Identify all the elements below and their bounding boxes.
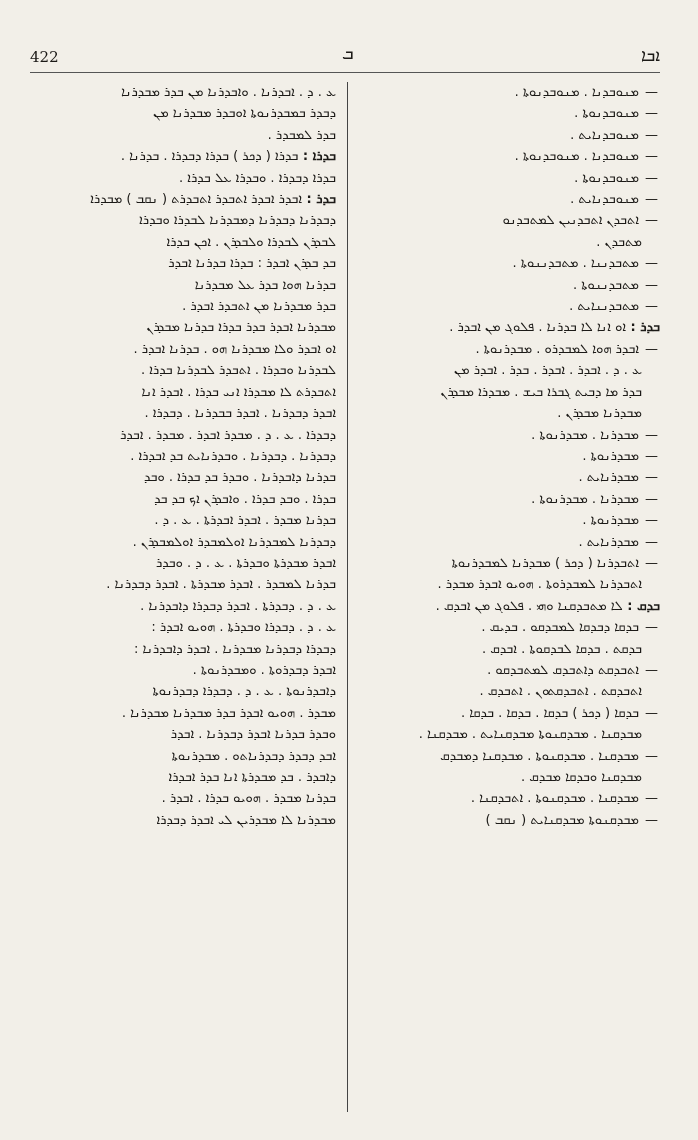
page-header [30, 42, 660, 70]
subentry-dash: — [645, 277, 658, 293]
entry-text: ܡܢܘܒܕܢܐܝܬ . [570, 192, 639, 208]
entry-line [360, 746, 660, 767]
entry-text: ܡܢܘܒܕܢܘܬܐ . [574, 106, 639, 122]
entry-text: ܕܒܕܪܐ . ܥ . ܕ . ܡܒܕܪ ܐܒܕܪ . ܡܒܕܪ . ܐܒܕܪ [120, 427, 336, 443]
entry-text: ܡܬܒܕܢܢܐ . ܡܬܒܕܢܢܘܬܐ . [512, 256, 639, 272]
entry-text: ܕܒܕܪܢܐ . ܕܒܕܪܢܐ . ܘܒܕܪܢܐܝܬ ܒܕ ܐܒܕܪܐ . [130, 448, 336, 464]
entry-line [36, 574, 336, 595]
entry-line [360, 210, 660, 231]
entry-line [36, 446, 336, 467]
subentry-dash: — [645, 448, 658, 464]
entry-text: ܒܕܪܢܐ ܡܒܕܪ . ܗܘܝܘ ܒܕܪܐ . ܐܒܕܪ . [161, 791, 336, 807]
entry-line [360, 103, 660, 124]
entry-line [360, 681, 660, 702]
entry-text: ܕܐܒܕܪܢܘܬܐ . ܥ . ܕ . ܕܒܕܪܐ ܕܒܕܪܢܘܬܐ [152, 684, 336, 700]
entry-line [36, 296, 336, 317]
entry-text: ܐܒܕܪ ܕܒܕܪܢܐ . ܐܒܕܪ ܒܒܕܪܢܐ . ܕܒܕܪܐ . [144, 406, 336, 422]
entry-text: ܐܒܕܪ ܐܒܕܪ ܐܬܒܕܪ ܐܬܒܕܪܬ ( ܢܩܒ ) ܡܒܕܪܐ [90, 192, 303, 208]
entry-line [36, 425, 336, 446]
entry-line [36, 489, 336, 510]
entry-text: ܡܬܒܕܢܢܐܝܬ . [569, 299, 639, 315]
entry-line [360, 232, 660, 253]
subentry-dash: — [645, 192, 658, 208]
entry-text: ܐܘ ܐܢܐ ܠܐ ܒܕܪܢܐ . ܦܠܘܓ ܡܢ ܐܒܕܪ . [449, 320, 627, 336]
entry-text: ܒܕܪܢܐ ܗܘܐ ܒܕܪ ܥܠ ܡܒܕܪܢܐ [194, 277, 336, 293]
entry-text: ܐܒܕ ܕܒܕܪ ܕܒܕܪܢܐܬܘ . ܡܒܕܪܢܘܬܐ [171, 748, 336, 764]
subentry-dash: — [645, 491, 658, 507]
headword: ܒܕܩ : [622, 598, 660, 614]
entry-text: ܕܒܕܪ ܒܡܒܕܪܢܘܬܐ ܐܘܒܕܪ ܡܒܕܪܢܐ ܡܢ [153, 106, 336, 122]
entry-text: ܡܒܕܪܢܐ ܐܒܕܪ ܒܕܪ ܒܕܪܐ ܒܕܪܢܐ ܡܒܕܪܢ [146, 320, 336, 336]
entry-text: ܡܒܕܩܢܐ . ܡܒܕܩܢܘܬܐ . ܐܬܒܕܩܢܐ . [470, 791, 639, 807]
entry-text: ܡܒܕܩܢܐ . ܡܒܕܩܢܘܬܐ ܡܒܕܩܢܐܝܬ . ܡܒܕܩܢܐ . [418, 727, 642, 743]
entry-text: ܐܬܒܕܩܬ . ܐܬܒܕܩܬܘܢ . ܐܬܒܕܩ . [479, 684, 642, 700]
subentry-dash: — [645, 513, 658, 529]
entry-text: ܥ . ܕ . ܐܒܕܪܢܐ . ܘܐܒܕܪܢܐ ܡܢ ܒܕܪ ܡܒܕܪܢܐ [121, 85, 336, 100]
entry-line [36, 210, 336, 231]
running-title: ܐܒܐ [640, 46, 660, 66]
entry-line [360, 532, 660, 553]
entry-text: ܕܒܕܪܐ ܕܒܕܪܢܐ ܡܒܕܪܢܐ . ܐܒܕܪ ܕܐܒܕܪܢܐ : [133, 641, 336, 657]
entry-line [360, 253, 660, 274]
entry-text: ܡܒܕܪܢܐ ܠܐ ܡܒܕܪܝܢ ܠܝ ܐܒܕܪ ܕܒܕܪܐ [156, 812, 336, 828]
subentry-dash: — [645, 170, 658, 186]
entry-text: ܐܬܒܕܢ ܐܬܒܕܢܝܢ ܠܡܬܒܕܢܘ [502, 213, 639, 229]
entry-line [36, 660, 336, 681]
entry-line [36, 617, 336, 638]
left-column [36, 82, 336, 1112]
entry-text: ܕܒܕܪܢܐ ܕܒܕܪܢܐ ܕܡܒܕܪܢܐ ܠܒܕܪܐ ܘܒܕܪܐ [139, 213, 336, 229]
entry-line [360, 446, 660, 467]
entry-text: ܘܒܕܪ ܒܕܪܢܐ ܐܒܕܪ ܕܒܕܪܢܐ . ܐܒܕܪ [170, 727, 336, 743]
entry-line [36, 788, 336, 809]
entry-text: ܒܕ ܒܕܪܢ ܐܒܕܪ : ܒܕܪܐ ܒܕܪܢܐ ܐܒܕܪ [168, 256, 336, 272]
entry-headword-line [360, 596, 660, 617]
entry-text: ܒܕܪܢܐ ܡܒܕܪ . ܐܒܕܪ ܐܒܕܪܬܐ . ܥ . ܕ . [154, 513, 336, 529]
entry-text: ܡܒܕܪܢܘܬܐ . [582, 513, 639, 529]
entry-text: ܐܬܒܕܪܬ ܠܐ ܡܒܕܪܐ ܐܢܝ ܒܕܪܐ . ܐܒܕܪ ܐܢܐ [141, 384, 336, 400]
entry-text: ܒܕܪ ܡܒܕܪܢܐ ܡܢ ܐܬܒܕܪ ܐܒܕܪ . [182, 299, 336, 315]
entry-line [360, 125, 660, 146]
entry-headword-line [36, 189, 336, 210]
subentry-dash: — [645, 748, 658, 764]
entry-line [36, 360, 336, 381]
entry-line [36, 510, 336, 531]
subentry-dash: — [645, 662, 658, 678]
entry-line [360, 339, 660, 360]
subentry-dash: — [645, 299, 658, 315]
entry-line [360, 168, 660, 189]
entry-line [360, 703, 660, 724]
entry-text: ܕܒܕܪܢܐ ܠܡܒܕܪܢܐ ܐܘܠܡܒܕܪ ܐܘܠܡܒܕܪܢ . [132, 534, 336, 550]
entry-line [36, 681, 336, 702]
entry-text: ܐܒܕܪ ܗܘܐ ܠܡܒܕܪܘ . ܡܒܕܪܢܘܬܐ . [475, 341, 639, 357]
entry-line [36, 746, 336, 767]
subentry-dash: — [645, 85, 658, 100]
entry-line [36, 596, 336, 617]
entry-text: ܡܒܕܪܢܐܝܬ . [578, 470, 639, 486]
entry-line [36, 82, 336, 103]
subentry-dash: — [645, 213, 658, 229]
column-divider [347, 82, 348, 1112]
entry-line [360, 574, 660, 595]
entry-line [360, 382, 660, 403]
entry-text: ܥ . ܕ . ܕܒܕܪܐ ܘܒܕܪܬܐ . ܗܘܝܘ ܐܒܕܪ : [151, 620, 336, 636]
entry-text: ܒܕܪ ܠܡܒܕܪ . [267, 127, 336, 143]
entry-line [36, 403, 336, 424]
entry-line [360, 403, 660, 424]
entry-line [36, 724, 336, 745]
entry-line [36, 339, 336, 360]
entry-line [360, 146, 660, 167]
entry-text: ܠܐ ܡܬܒܕܩܢܐ ܘܗܝ . ܦܠܘܓ ܡܢ ܐܒܕܩ . [435, 598, 623, 614]
subentry-dash: — [645, 106, 658, 122]
entry-text: ܒܕܩܐ ( ܕܟܪ ) ܒܕܩܐ . ܒܕܩܐ . ܒܕܩܐ . [460, 705, 639, 721]
entry-line [360, 510, 660, 531]
entry-text: ܡܒܕܪܢܐ . ܡܒܕܪܢܘܬܐ . [531, 491, 639, 507]
entry-line [36, 125, 336, 146]
entry-line [360, 767, 660, 788]
entry-line [360, 296, 660, 317]
subentry-dash: — [645, 427, 658, 443]
entry-text: ܐܘ ܐܒܕܪ ܘܠܐ ܡܒܕܪܢܐ ܗܘ . ܒܕܪܢܐ ܐܒܕܪ . [133, 341, 336, 357]
entry-line [360, 489, 660, 510]
header-rule [30, 72, 660, 73]
entry-text: ܡܒܕܪܢܐܝܬ . [578, 534, 639, 550]
headword: ܒܕܪ : [302, 192, 336, 208]
entry-text: ܡܒܕܪ . ܗܘܝܘ ܐܒܕܪ ܒܕܪ ܡܒܕܪܢܐ ܡܒܕܪܢܐ . [121, 705, 336, 721]
entry-text: ܡܢܘܒܕܢܐ . ܡܢܘܒܕܢܘܬܐ . [514, 85, 639, 100]
entry-line [360, 788, 660, 809]
entry-line [36, 532, 336, 553]
entry-line [36, 168, 336, 189]
entry-line [360, 467, 660, 488]
entry-text: ܒܕܪܢܐ ܠܡܒܕܪ . ܐܒܕܪ ܡܒܕܪܬܐ . ܐܒܕܪ ܕܒܕܪܢܐ . [106, 577, 336, 593]
subentry-dash: — [645, 555, 658, 571]
entry-text: ܐܬܒܕܩܬ ܕܐܬܒܕܩ ܠܡܬܒܕܩܘ . [487, 662, 639, 678]
entry-text: ܡܬܒܕܢܢܘܬܐ . [573, 277, 639, 293]
entry-text: ܕܐܒܕܪ . ܒܕ ܡܒܕܪܬܐ ܐܢܐ ܒܕܪ ܐܒܕܪܐ [168, 770, 336, 785]
entry-headword-line [36, 146, 336, 167]
entry-line [36, 703, 336, 724]
entry-text: ܡܒܕܪܢܐ . ܡܒܕܪܢܘܬܐ . [531, 427, 639, 443]
entry-text: ܒܕܪܐ ܕܒܕܪܐ . ܘܒܕܪܐ ܥܠ ܒܕܪܐ . [179, 170, 336, 186]
entry-text: ܒܕܩܬ . ܒܕܩܐ ܠܒܕܩܘܬܐ . ܐܒܕܩ . [482, 641, 642, 657]
subentry-dash: — [645, 620, 658, 636]
subentry-dash: — [645, 149, 658, 165]
entry-line [36, 810, 336, 831]
entry-text: ܐܒܕܪ ܡܒܕܪܬܐ ܘܒܕܪܬܐ . ܥ . ܕ . ܘܒܕܪ [155, 555, 336, 571]
entry-text: ܥ . ܕ . ܐܒܕܪ . ܐܒܕܪ . ܒܕܪ . ܐܒܕܪ ܡܢ [454, 363, 642, 379]
entry-line [360, 810, 660, 831]
entry-text: ܠܒܕܪܢܐ ܘܒܕܪܐ . ܐܬܒܕܪ ܠܒܕܪܢܐ ܒܕܪܐ . [141, 363, 336, 379]
entry-line [36, 553, 336, 574]
entry-line [36, 103, 336, 124]
page-number: 422 [30, 48, 59, 66]
entry-line [360, 617, 660, 638]
subentry-dash: — [645, 534, 658, 550]
subentry-dash: — [645, 341, 658, 357]
entry-text: ܡܒܕܩܢܘܬܐ ܡܒܕܩܢܐܝܬ ( ܢܩܒ ) [485, 812, 639, 828]
entry-text: ܐܬܒܕܪܢܐ ( ܕܟܪ ) ܡܒܕܪܢܐ ܠܡܒܕܪܢܘܬܐ [451, 555, 639, 571]
entry-text: ܡܢܘܒܕܢܐ . ܡܢܘܒܕܢܘܬܐ . [514, 149, 639, 165]
subentry-dash: — [645, 705, 658, 721]
entry-line [36, 253, 336, 274]
entry-line [360, 82, 660, 103]
entry-line [360, 724, 660, 745]
entry-text: ܡܒܕܩܢܐ . ܡܒܕܩܢܘܬܐ . ܡܒܕܩܢܐ ܕܡܒܕܩ [440, 748, 639, 764]
entry-line [360, 275, 660, 296]
headword: ܒܕܪܐ : [298, 149, 336, 165]
entry-text: ܡܒܕܪܢܘܬܐ . [582, 448, 639, 464]
entry-text: ܡܒܕܪܢܐ ܡܒܕܪܢ . [557, 406, 642, 422]
entry-line [360, 639, 660, 660]
entry-text: ܒܕܩܐ ܕܒܕܩܐ ܠܡܒܕܩܘ . ܒܕܝܩ . [481, 620, 639, 636]
entry-line [36, 317, 336, 338]
entry-line [36, 382, 336, 403]
entry-line [360, 425, 660, 446]
entry-text: ܥ . ܕ . ܕܒܕܪܬܐ . ܐܒܕܪ ܕܒܕܪܐ ܕܐܒܕܪܢܐ . [140, 598, 336, 614]
entry-text: ܠܒܕܪܢ ܠܒܕܪܐ ܘܠܒܕܪܢ . ܐܟܢ ܒܕܪܐ [166, 234, 336, 250]
entry-line [36, 639, 336, 660]
subentry-dash: — [645, 812, 658, 828]
entry-line [36, 232, 336, 253]
entry-text: ܡܬܒܕܢ . [596, 234, 642, 250]
entry-line [36, 467, 336, 488]
entry-line [360, 189, 660, 210]
entry-line [36, 275, 336, 296]
entry-line [36, 767, 336, 788]
entry-text: ܒܕܪܐ . ܘܒܕ ܒܕܪܐ . ܘܐܒܕܪܢ ܐܟ ܒܕ ܒܕ [154, 491, 336, 507]
entry-text: ܐܒܕܪ ܕܒܕܪܘܬܐ . ܘܡܒܕܪܢܘܬܐ . [192, 662, 336, 678]
entry-line [360, 660, 660, 681]
entry-line [360, 553, 660, 574]
headword: ܒܕܪ : [626, 320, 660, 336]
right-column [360, 82, 660, 1112]
entry-text: ܒܕܪܐ ( ܕܟܪ ) ܒܕܪܐ ܕܒܕܪܐ . ܒܕܪܢܐ . [120, 149, 299, 165]
entry-text: ܡܒܕܩܢܐ ܘܒܕܩܐ ܡܒܕܩ . [521, 770, 642, 785]
entry-text: ܒܕܪܢܐ ܕܐܒܕܪܢܐ . ܘܒܕܪ ܒܕ ܒܕܪܐ . ܘܒܕ [144, 470, 336, 486]
subentry-dash: — [645, 470, 658, 486]
entry-text: ܡܢܘܒܕܢܐܝܬ . [570, 127, 639, 143]
subentry-dash: — [645, 256, 658, 272]
entry-text: ܒܕܪ ܡܐ ܕܒܝܬ ܓܒܪܐ ܒܝܫ . ܡܒܕܪܐ ܡܒܕܪܢ [440, 384, 642, 400]
subentry-dash: — [645, 127, 658, 143]
subentry-dash: — [645, 791, 658, 807]
entry-line [360, 360, 660, 381]
entry-headword-line [360, 317, 660, 338]
entry-text: ܐܬܒܕܪܢܐ ܠܡܒܕܪܘܬܐ . ܗܘܝܘ ܐܒܕܪ ܡܒܕܪ . [437, 577, 642, 593]
entry-text: ܡܢܘܒܕܢܘܬܐ . [574, 170, 639, 186]
section-letter: ܒ [342, 44, 354, 64]
